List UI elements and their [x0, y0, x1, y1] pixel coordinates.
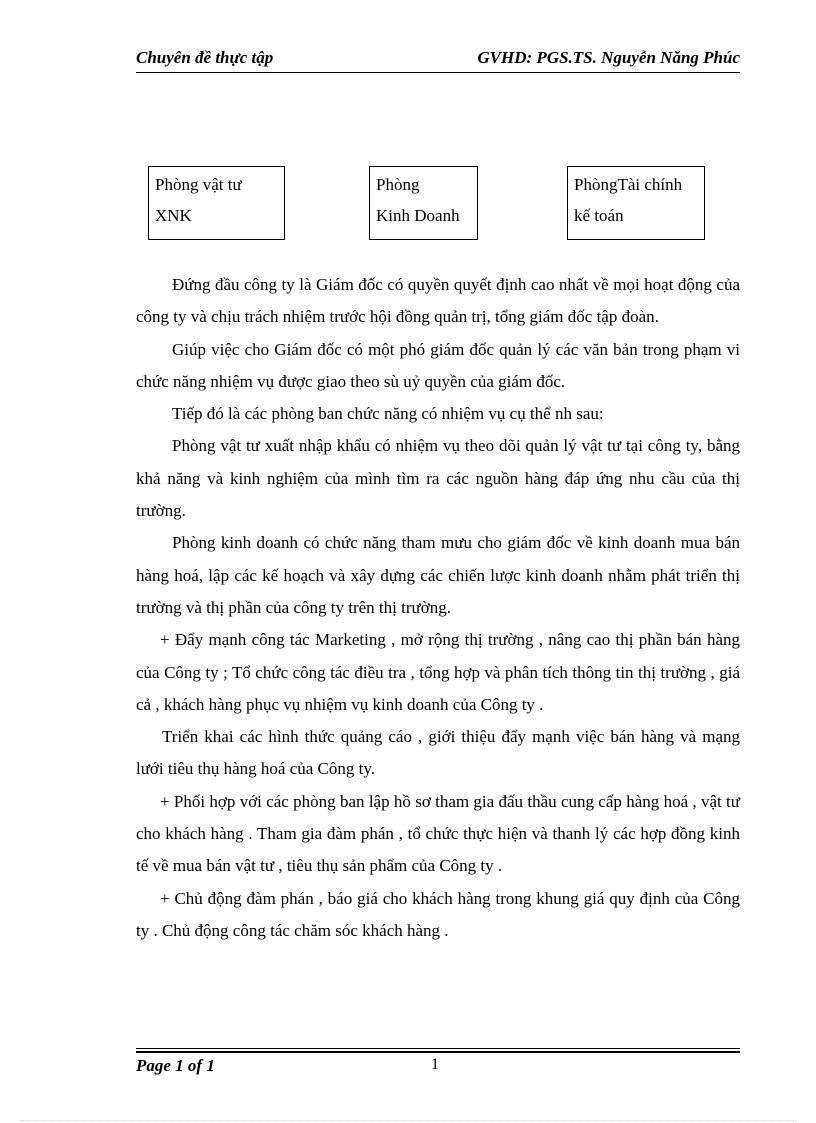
org-box-line: kế toán: [574, 206, 624, 225]
paragraph: Triển khai các hình thức quảng cáo , giới thiệu đẩy mạnh việc bán hàng và mạng lưới tiêu thụ hàng hoá của Công ty.: [136, 727, 740, 779]
org-box-line: Kinh Doanh: [376, 206, 460, 225]
body-text: [136, 269, 740, 947]
paragraph: Tiếp đó là các phòng ban chức năng có nhiệm vụ cụ thể nh sau:: [172, 404, 604, 424]
org-box-line: PhòngTài chính: [574, 175, 683, 194]
footer-page-number: 1: [431, 1056, 439, 1073]
page-bottom-border: [20, 1120, 796, 1121]
header-title: Chuyên đề thực tập: [136, 48, 274, 67]
footer-rule: [136, 1048, 740, 1049]
org-box-line: XNK: [155, 206, 192, 225]
paragraph: + Phối hợp với các phòng ban lập hồ sơ tham gia đấu thầu cung cấp hàng hoá , vật tư cho khách hàng . Tham gia đàm phán , tổ chức thực hiện và thanh lý các hợp đồng kinh tế về mua bán vật tư , tiêu thụ sản phẩm của Công ty .: [136, 791, 740, 876]
org-box-business: [369, 166, 478, 240]
footer-rule-thick: [136, 1051, 740, 1053]
org-box-line: Phòng vật tư: [155, 175, 242, 194]
header-supervisor: GVHD: PGS.TS. Nguyễn Năng Phúc: [477, 48, 740, 67]
paragraph: Phòng vật tư xuất nhập khẩu có nhiệm vụ theo dõi quản lý vật tư tại công ty, bằng khả năng và kinh nghiệm của mình tìm ra các nguồn hàng đáp ứng nhu cầu của thị trường.: [136, 436, 740, 521]
footer-page-label: Page 1 of 1: [136, 1056, 215, 1075]
paragraph: Đứng đầu công ty là Giám đốc có quyền quyết định cao nhất về mọi hoạt động của công ty và chịu trách nhiệm trước hội đồng quản trị, tổng giám đốc tập đoàn.: [136, 275, 740, 327]
org-box-import-export: [148, 166, 285, 240]
paragraph: Phòng kinh doanh có chức năng tham mưu cho giám đốc về kinh doanh mua bán hàng hoá, lập các kế hoạch và xây dựng các chiến lược kinh doanh nhằm phát triển thị trường và thị phần của công ty trên thị trường.: [136, 533, 740, 617]
paragraph: + Chủ động đàm phán , báo giá cho khách hàng trong khung giá quy định của Công ty . Chủ động công tác chăm sóc khách hàng .: [136, 888, 740, 940]
paragraph: Giúp việc cho Giám đốc có một phó giám đốc quản lý các văn bản trong phạm vi chức năng nhiệm vụ được giao theo sù uỷ quyền của giám đốc.: [136, 339, 740, 391]
paragraph: + Đẩy mạnh công tác Marketing , mở rộng thị trường , nâng cao thị phần bán hàng của Công ty ; Tổ chức công tác điều tra , tổng hợp và phân tích thông tin thị trường , giá cả , khách hàng phục vụ nhiệm vụ kinh doanh của Công ty .: [136, 630, 740, 714]
org-box-finance: [567, 166, 705, 240]
org-box-line: Phòng: [376, 175, 420, 194]
page-header: [136, 48, 740, 72]
header-rule: [136, 72, 740, 73]
